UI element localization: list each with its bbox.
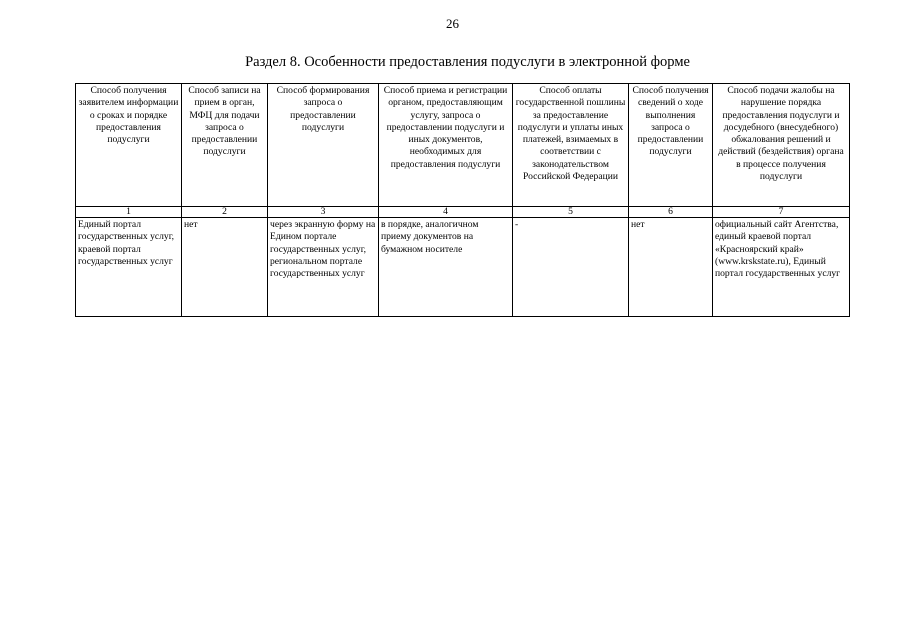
table-cell: нет [629,218,713,317]
column-number: 7 [713,207,850,218]
table-row [76,218,850,317]
column-header-info-method: Способ получения заявителем информации о сроках и порядке предоставления подуслуги [76,84,182,207]
subservice-electronic-form-table [75,83,850,317]
column-number: 6 [629,207,713,218]
table-header-row [76,84,850,207]
table-cell: - [513,218,629,317]
column-number: 4 [379,207,513,218]
column-header-status-method: Способ получения сведений о ходе выполнения запроса о предоставлении подуслуги [629,84,713,207]
column-header-payment-method: Способ оплаты государственной пошлины за предоставление подуслуги и уплаты иных платежей, взимаемых в соответствии с законодательством Российской Федерации [513,84,629,207]
table-cell: через экранную форму на Едином портале государственных услуг, региональном портале государственных услуг [268,218,379,317]
section-title: Раздел 8. Особенности предоставления подуслуги в электронной форме [245,54,690,70]
column-header-request-forming-method: Способ формирования запроса о предоставлении подуслуги [268,84,379,207]
table-cell: нет [182,218,268,317]
column-number: 1 [76,207,182,218]
table-cell: в порядке, аналогичном приему документов на бумажном носителе [379,218,513,317]
table-cell: Единый портал государственных услуг, краевой портал государственных услуг [76,218,182,317]
column-header-registration-method: Способ приема и регистрации органом, предоставляющим услугу, запроса о предоставлении подуслуги и иных документов, необходимых для предоставления подуслуги [379,84,513,207]
column-number: 3 [268,207,379,218]
page-number: 26 [446,16,459,31]
column-number: 5 [513,207,629,218]
column-header-complaint-method: Способ подачи жалобы на нарушение порядка предоставления подуслуги и досудебного (внесудебного) обжалования решений и действий (бездействия) органа в процессе получения подуслуги [713,84,850,207]
table-number-row [76,207,850,218]
column-header-appointment-method: Способ записи на прием в орган, МФЦ для подачи запроса о предоставлении подуслуги [182,84,268,207]
table-cell: официальный сайт Агентства, единый краевой портал «Красноярский край» (www.krskstate.ru), Единый портал государственных услуг [713,218,850,317]
column-number: 2 [182,207,268,218]
